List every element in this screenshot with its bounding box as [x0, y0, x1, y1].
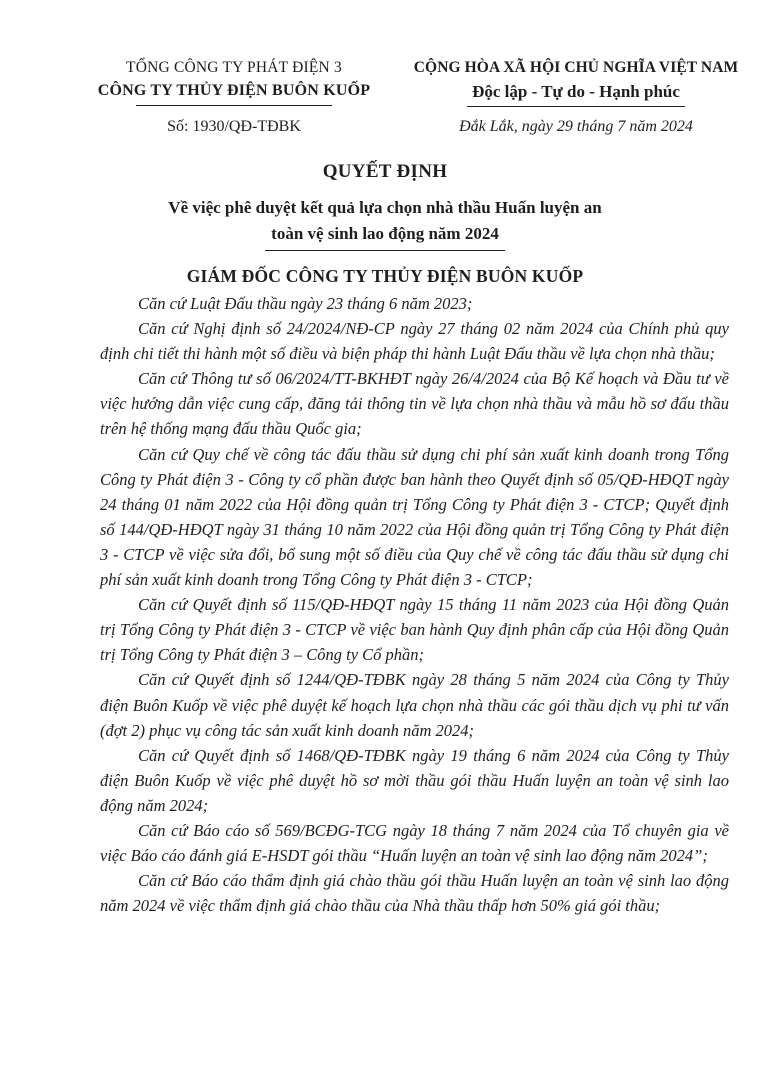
subject-line-1: Về việc phê duyệt kết quả lựa chọn nhà thầu Huấn luyện an — [168, 198, 602, 217]
parent-corporation-name: TỔNG CÔNG TY PHÁT ĐIỆN 3 — [126, 59, 342, 76]
subject-line-2: toàn vệ sinh lao động năm 2024 — [265, 221, 505, 251]
document-body — [100, 291, 729, 918]
document-number: Số: 1930/QĐ-TĐBK — [167, 118, 301, 135]
company-name-underline — [136, 105, 332, 106]
body-paragraph: Căn cứ Báo cáo thẩm định giá chào thầu gói thầu Huấn luyện an toàn vệ sinh lao động năm 2024 về việc thẩm định giá chào thầu của Nhà thầu thấp hơn 50% giá gói thầu; — [100, 871, 729, 916]
body-paragraph: Căn cứ Luật Đấu thầu ngày 23 tháng 6 năm 2023; — [138, 294, 473, 313]
national-title: CỘNG HÒA XÃ HỘI CHỦ NGHĨA VIỆT NAM — [413, 59, 739, 76]
independence-motto: Độc lập - Tự do - Hạnh phúc — [472, 82, 680, 101]
body-paragraph: Căn cứ Quyết định số 1468/QĐ-TĐBK ngày 19 tháng 6 năm 2024 của Công ty Thủy điện Buôn Kuốp về việc phê duyệt hồ sơ mời thầu gói thầu Huấn luyện an toàn vệ sinh lao động năm 2024; — [100, 745, 729, 815]
body-paragraph: Căn cứ Báo cáo số 569/BCĐG-TCG ngày 18 tháng 7 năm 2024 của Tổ chuyên gia về việc Báo cáo đánh giá E-HSDT gói thầu “Huấn luyện an toàn vệ sinh lao động năm 2024”; — [100, 820, 729, 866]
header-national-block — [398, 57, 754, 136]
body-paragraph: Căn cứ Quy chế về công tác đấu thầu sử dụng chi phí sản xuất kinh doanh trong Tổng Công ty Phát điện 3 - Công ty cổ phần được ban hành theo Quyết định số 05/QĐ-HĐQT ngày 24 tháng 01 năm 2022 của Hội đồng quản trị Tổng Công ty Phát điện 3 - CTCP; Quyết định số 144/QĐ-HĐQT ngày 31 tháng 10 năm 2022 của Hội đồng quản trị Tổng Công ty Phát điện 3 - CTCP về việc sửa đổi, bổ sung một số điều của Quy chế về công tác đấu thầu sử dụng chi phí sản xuất kinh doanh trong Tổng Công ty Phát điện 3 - CTCP; — [100, 444, 729, 590]
body-paragraph: Căn cứ Thông tư số 06/2024/TT-BKHĐT ngày 26/4/2024 của Bộ Kế hoạch và Đầu tư về việc hướng dẫn việc cung cấp, đăng tải thông tin về lựa chọn nhà thầu và mẫu hồ sơ đấu thầu trên hệ thống mạng đấu thầu Quốc gia; — [100, 369, 729, 439]
motto-underline — [467, 106, 685, 107]
issuer-title: GIÁM ĐỐC CÔNG TY THỦY ĐIỆN BUÔN KUỐP — [186, 266, 584, 286]
body-paragraph: Căn cứ Quyết định số 1244/QĐ-TĐBK ngày 28 tháng 5 năm 2024 của Công ty Thủy điện Buôn Kuốp về việc phê duyệt kế hoạch lựa chọn nhà thầu các gói thầu dịch vụ phi tư vấn (đợt 2) phục vụ công tác sản xuất kinh doanh năm 2024; — [100, 670, 729, 740]
company-name: CÔNG TY THỦY ĐIỆN BUÔN KUỐP — [97, 82, 371, 99]
title-block — [0, 161, 770, 287]
place-and-date: Đắk Lắk, ngày 29 tháng 7 năm 2024 — [459, 118, 693, 135]
body-paragraph: Căn cứ Nghị định số 24/2024/NĐ-CP ngày 27 tháng 02 năm 2024 của Chính phủ quy định chi tiết thi hành một số điều và biện pháp thi hành Luật Đấu thầu về lựa chọn nhà thầu; — [100, 319, 729, 364]
decision-subject — [0, 195, 770, 251]
header-issuing-org — [88, 57, 380, 136]
decision-title: QUYẾT ĐỊNH — [322, 161, 448, 182]
body-paragraph: Căn cứ Quyết định số 115/QĐ-HĐQT ngày 15 tháng 11 năm 2023 của Hội đồng Quản trị Tổng Công ty Phát điện 3 - CTCP về việc ban hành Quy định phân cấp của Hội đồng Quản trị Tổng Công ty Phát điện 3 – Công ty Cổ phần; — [100, 595, 729, 665]
